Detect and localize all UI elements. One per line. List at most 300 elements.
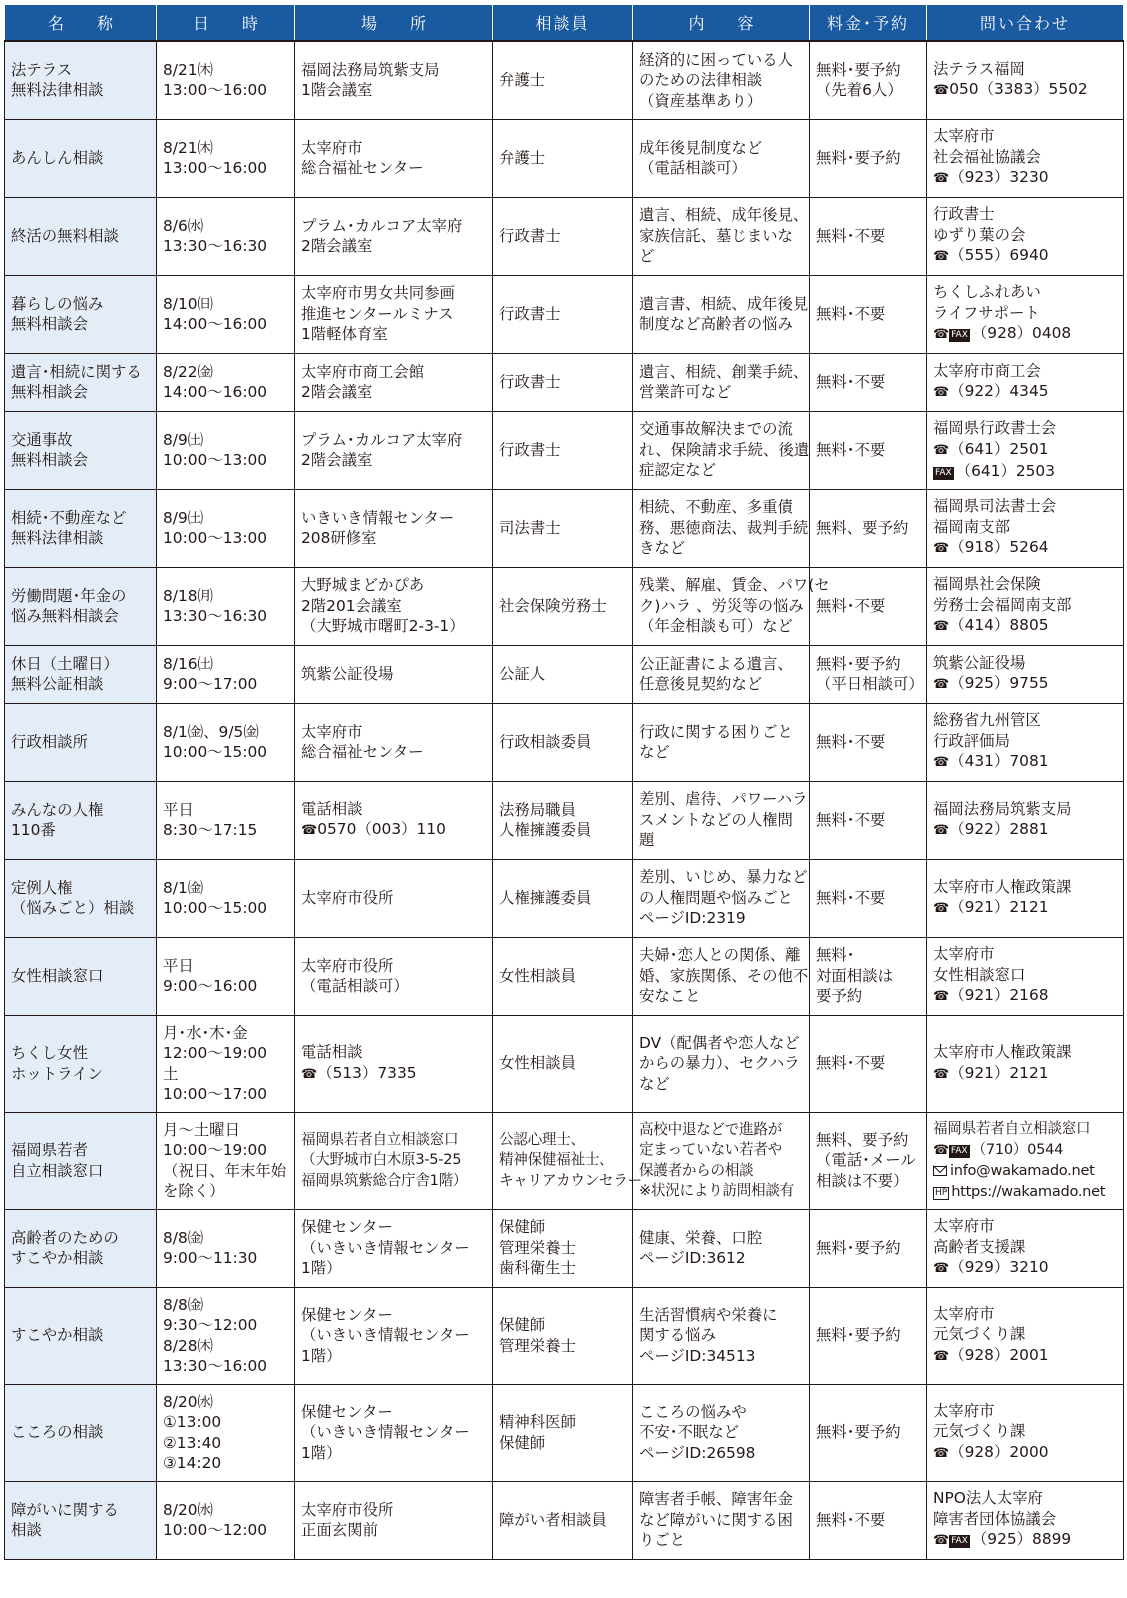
fee-line: 無料･不要 [816, 372, 886, 391]
contact-line [933, 819, 1119, 842]
fee-line: 無料･不要 [816, 304, 886, 323]
cell-counselor [493, 937, 633, 1015]
table-row [5, 567, 1124, 645]
datetime-line: 8/6㈬ [163, 216, 204, 235]
fee-line: 無料･ [816, 946, 855, 965]
cell-contact [927, 703, 1124, 781]
content-line: のための法律相談 [639, 71, 763, 89]
contact-text: 高齢者支援課 [933, 1237, 1026, 1256]
contact-text: （918）5264 [949, 538, 1049, 557]
cell-place [295, 489, 493, 567]
datetime-line: 10:00〜17:00 [163, 1085, 268, 1103]
cell-name [5, 353, 157, 411]
header-fee: 料金･予約 [810, 5, 927, 42]
contact-line [933, 1421, 1119, 1442]
cell-name [5, 937, 157, 1015]
place-line: 推進センタールミナス [301, 304, 454, 323]
cell-contact [927, 1481, 1124, 1559]
place-line: 筑紫公証役場 [301, 664, 394, 683]
cell-counselor [493, 1481, 633, 1559]
contact-text: （928）2001 [949, 1345, 1049, 1364]
cell-datetime [157, 1384, 295, 1481]
contact-line [933, 1488, 1119, 1509]
contact-line [933, 1042, 1119, 1063]
cell-fee [810, 353, 927, 411]
cell-contact [927, 1287, 1124, 1384]
cell-content [633, 489, 810, 567]
contact-text: 労務士会福岡南支部 [933, 595, 1072, 614]
contact-text: 元気づくり課 [933, 1325, 1026, 1344]
datetime-line: 平日 [163, 956, 194, 975]
content-line: 高校中退などで進路が [639, 1120, 782, 1138]
table-row [5, 1481, 1124, 1559]
cell-datetime [157, 1287, 295, 1384]
phone-icon: ☎ [933, 823, 950, 838]
contact-text: （929）3210 [949, 1258, 1049, 1277]
name-line: 遺言･相続に関する [11, 362, 142, 381]
datetime-line: 8:30〜17:15 [163, 821, 258, 839]
content-line: 安なこと [639, 987, 701, 1006]
phone-icon: ☎ [933, 442, 950, 458]
cell-contact [927, 119, 1124, 197]
cell-contact [927, 1384, 1124, 1481]
cell-content [633, 197, 810, 275]
name-line: すこやか相談 [11, 1249, 104, 1267]
cell-fee [810, 1112, 927, 1209]
fee-line: 無料･不要 [816, 732, 886, 751]
phone-icon: ☎ [933, 1261, 950, 1277]
contact-text: 筑紫公証役場 [933, 653, 1026, 672]
contact-text: （414）8805 [949, 616, 1049, 635]
contact-line [933, 985, 1119, 1008]
cell-content [633, 859, 810, 937]
fee-line: 無料･要予約 [816, 1423, 901, 1442]
counselor-line: 精神科医師 [499, 1413, 576, 1431]
cell-datetime [157, 859, 295, 937]
table-header-row [5, 5, 1124, 42]
content-line: ど [639, 247, 655, 266]
table-row [5, 781, 1124, 859]
cell-place [295, 1287, 493, 1384]
place-line: 太宰府市男女共同参画 [301, 284, 455, 303]
name-line: 交通事故 [11, 430, 73, 449]
name-line: 休日（土曜日） [11, 654, 119, 673]
cell-datetime [157, 353, 295, 411]
counselor-line: 歯科衛生士 [499, 1259, 576, 1278]
datetime-line: ①13:00 [163, 1413, 222, 1431]
contact-text: 福岡県社会保険 [933, 575, 1041, 594]
place-line: 福岡法務局筑紫支局 [301, 60, 440, 79]
counselor-line: 保健師 [499, 1316, 546, 1334]
cell-place [295, 567, 493, 645]
content-line: 遺言、相続、創業手続、 [639, 362, 809, 381]
content-line: （年金相談も可）など [639, 617, 793, 636]
content-line: 行政に関する困りごと [639, 722, 793, 741]
fee-line: 要予約 [816, 987, 863, 1006]
counselor-line: 社会保険労務士 [499, 596, 607, 615]
table-row [5, 41, 1124, 119]
datetime-line: ③14:20 [163, 1454, 222, 1472]
contact-text: （928）2000 [949, 1442, 1049, 1461]
cell-content [633, 1209, 810, 1287]
contact-line [933, 965, 1119, 986]
contact-line [933, 1345, 1119, 1368]
place-line: 208研修室 [301, 529, 377, 547]
fee-line: 相談は不要） [816, 1171, 909, 1190]
cell-name [5, 41, 157, 119]
datetime-line: 13:30〜16:00 [163, 1357, 268, 1375]
name-line: 定例人権 [11, 878, 73, 897]
cell-name [5, 1112, 157, 1209]
cell-name [5, 197, 157, 275]
cell-place [295, 1481, 493, 1559]
contact-line [933, 381, 1119, 404]
datetime-line: 10:00〜13:00 [163, 451, 268, 469]
contact-line [933, 595, 1119, 616]
cell-fee [810, 197, 927, 275]
contact-text: （921）2121 [949, 898, 1049, 916]
cell-datetime [157, 1112, 295, 1209]
datetime-line: 8/9㈯ [163, 508, 204, 527]
name-line: あんしん相談 [11, 148, 104, 167]
contact-text: （922）2881 [949, 820, 1049, 838]
place-line: 2階会議室 [301, 451, 373, 469]
cell-contact [927, 1209, 1124, 1287]
datetime-line: 14:00〜16:00 [163, 383, 268, 401]
datetime-line: 8/1㈮ [163, 878, 204, 897]
content-line: 保護者からの相談 [639, 1161, 754, 1179]
cell-datetime [157, 41, 295, 119]
datetime-line: 10:00〜15:00 [163, 899, 268, 917]
phone-icon: ☎ [933, 1445, 950, 1461]
contact-line [933, 323, 1119, 346]
counselor-line: 法務局職員 [499, 800, 576, 819]
consultation-table [4, 4, 1124, 1560]
place-line: 太宰府市役所 [301, 1500, 394, 1519]
datetime-line: 8/1㈮、9/5㈮ [163, 722, 259, 741]
contact-text: （923）3230 [949, 168, 1049, 187]
cell-contact [927, 411, 1124, 489]
content-line: DV（配偶者や恋人など [639, 1033, 800, 1052]
cell-place [295, 703, 493, 781]
fee-line: （平日相談可） [816, 675, 924, 693]
counselor-line: 行政書士 [499, 440, 561, 459]
fee-line: 無料･不要 [816, 226, 886, 245]
mail-icon [933, 1166, 947, 1176]
cell-place [295, 937, 493, 1015]
datetime-line: 9:00〜16:00 [163, 977, 258, 995]
cell-fee [810, 41, 927, 119]
fax-icon: FAX [935, 468, 952, 479]
contact-text: 社会福祉協議会 [933, 147, 1041, 166]
contact-text: 女性相談窓口 [933, 965, 1026, 984]
cell-contact [927, 567, 1124, 645]
contact-line [933, 1063, 1119, 1086]
fee-line: 無料、要予約 [816, 1130, 909, 1149]
place-line: （いきいき情報センター [301, 1238, 470, 1257]
cell-datetime [157, 781, 295, 859]
header-datetime: 日 時 [157, 5, 295, 42]
content-line: 婚、家族関係、その他不 [639, 966, 809, 985]
cell-content [633, 567, 830, 645]
place-line [301, 1042, 488, 1063]
place-line: 1階） [301, 1346, 342, 1365]
phone-icon: ☎ [933, 385, 950, 400]
name-line: 110番 [11, 821, 56, 839]
datetime-line: （祝日、年末年始 [163, 1161, 287, 1180]
contact-line [933, 517, 1119, 538]
content-line: 障害者手帳、障害年金 [639, 1490, 793, 1509]
counselor-line: 行政書士 [499, 304, 561, 323]
content-line: ク)ハラ 、労災等の悩み [639, 596, 804, 615]
fee-line: 無料･不要 [816, 440, 886, 459]
contact-line [933, 245, 1119, 268]
cell-fee [810, 1287, 927, 1384]
contact-line [933, 751, 1119, 774]
cell-counselor [493, 119, 633, 197]
cell-counselor [493, 197, 633, 275]
content-line: 夫婦･恋人との関係、離 [639, 946, 801, 965]
counselor-line: 司法書士 [499, 518, 561, 537]
cell-datetime [157, 1209, 295, 1287]
table-row [5, 353, 1124, 411]
place-line [301, 799, 488, 820]
place-text: （513）7335 [317, 1063, 417, 1082]
fee-line: 無料･要予約 [816, 1326, 901, 1345]
counselor-line: 保健師 [499, 1218, 546, 1237]
contact-line [933, 361, 1119, 382]
name-line: 行政相談所 [11, 732, 88, 751]
cell-datetime [157, 489, 295, 567]
cell-datetime [157, 411, 295, 489]
contact-text: 元気づくり課 [933, 1422, 1026, 1441]
datetime-line: 8/8㈮ [163, 1295, 204, 1314]
datetime-line: 10:00〜12:00 [163, 1521, 268, 1539]
table-row [5, 1209, 1124, 1287]
counselor-line: 弁護士 [499, 148, 546, 167]
contact-text: ちくしふれあい [933, 283, 1041, 302]
cell-place [295, 41, 493, 119]
cell-counselor [493, 353, 633, 411]
place-text: 電話相談 [301, 1043, 363, 1061]
phone-icon: ☎ [933, 989, 950, 1005]
cell-datetime [157, 645, 295, 703]
counselor-line: 行政相談委員 [499, 732, 592, 751]
contact-text: 太宰府市 [933, 1401, 995, 1420]
contact-line [933, 303, 1119, 324]
table-row [5, 703, 1124, 781]
cell-datetime [157, 937, 295, 1015]
fee-line: 無料･不要 [816, 1510, 886, 1529]
fee-line: 無料･要予約 [816, 148, 901, 167]
counselor-line: 弁護士 [499, 71, 546, 89]
fee-line: （先着6人） [816, 81, 903, 100]
name-line: 無料相談会 [11, 451, 88, 469]
datetime-line: 14:00〜16:00 [163, 315, 268, 333]
fee-line: （電話･メール [816, 1151, 916, 1170]
cell-content [633, 781, 810, 859]
content-line: など [639, 743, 670, 761]
cell-name [5, 1384, 157, 1481]
phone-icon: ☎ [933, 327, 950, 343]
cell-name [5, 645, 157, 703]
place-text: 0570（003）110 [317, 820, 446, 838]
counselor-line: 障がい者相談員 [499, 1510, 607, 1529]
place-line: 1階会議室 [301, 81, 373, 100]
cell-name [5, 119, 157, 197]
content-line: ページID:3612 [639, 1249, 746, 1267]
contact-line [933, 1237, 1119, 1258]
contact-text: （641）2503 [955, 462, 1056, 481]
cell-contact [927, 1112, 1124, 1209]
content-line: 生活習慣病や栄養に [639, 1305, 778, 1324]
datetime-line: 8/9㈯ [163, 430, 204, 449]
contact-text: 障害者団体協議会 [933, 1509, 1057, 1528]
cell-datetime [157, 197, 295, 275]
place-line: 太宰府市 [301, 138, 363, 157]
cell-name [5, 411, 157, 489]
content-line: こころの悩みや [639, 1402, 747, 1421]
name-line: ちくし女性 [11, 1044, 88, 1062]
contact-line [933, 731, 1119, 752]
header-counselor: 相談員 [493, 5, 633, 42]
content-line: きなど [639, 539, 686, 558]
contact-text: 太宰府市人権政策課 [933, 877, 1072, 896]
contact-line [933, 418, 1119, 439]
content-line: 成年後見制度など [639, 138, 763, 157]
contact-text: ゆずり葉の会 [933, 225, 1026, 244]
cell-datetime [157, 703, 295, 781]
cell-place [295, 1112, 493, 1209]
name-line: すこやか相談 [11, 1326, 104, 1345]
fee-line: 無料･要予約 [816, 60, 901, 79]
fax-icon: FAX [950, 1145, 968, 1156]
contact-line [933, 1509, 1119, 1530]
place-line: 太宰府市役所 [301, 956, 394, 975]
content-line: 健康、栄養、口腔 [639, 1228, 763, 1247]
phone-icon: ☎ [933, 901, 950, 916]
content-line: 不安･不眠など [639, 1423, 740, 1442]
datetime-line: 8/18㈪ [163, 586, 213, 605]
cell-datetime [157, 275, 295, 353]
cell-counselor [493, 275, 633, 353]
cell-contact [927, 489, 1124, 567]
phone-icon: ☎ [933, 619, 950, 635]
contact-text: 太宰府市 [933, 945, 995, 964]
cell-content [633, 1287, 810, 1384]
cell-name [5, 489, 157, 567]
name-line: 高齢者のための [11, 1228, 119, 1247]
cell-fee [810, 119, 927, 197]
header-place: 場 所 [295, 5, 493, 42]
contact-text: （555）6940 [949, 246, 1049, 265]
cell-fee [810, 937, 927, 1015]
cell-name [5, 859, 157, 937]
table-row [5, 197, 1124, 275]
cell-content [633, 41, 810, 119]
counselor-line: 管理栄養士 [499, 1238, 576, 1257]
place-line: いきいき情報センター [301, 508, 455, 527]
contact-text[interactable]: https://wakamado.net [951, 1182, 1106, 1200]
table-body [5, 41, 1124, 1559]
place-line: 2階会議室 [301, 383, 373, 401]
content-line: 公正証書による遺言、 [639, 654, 793, 673]
datetime-line: 8/22㈮ [163, 362, 213, 381]
table-row [5, 859, 1124, 937]
name-line: 暮らしの悩み [11, 294, 104, 313]
cell-content [633, 1015, 810, 1112]
fee-line: 無料、要予約 [816, 518, 909, 537]
contact-text: （641）2501 [949, 439, 1049, 458]
table-row [5, 1384, 1124, 1481]
cell-place [295, 119, 493, 197]
fax-icon: FAX [951, 1536, 968, 1547]
contact-line [933, 710, 1119, 731]
place-line: プラム･カルコア太宰府 [301, 430, 463, 449]
contact-text: 法テラス福岡 [933, 59, 1025, 78]
datetime-line: ②13:40 [163, 1433, 222, 1452]
place-line: （いきいき情報センター [301, 1326, 470, 1345]
cell-content [633, 353, 810, 411]
cell-place [295, 411, 493, 489]
counselor-line: 保健師 [499, 1433, 546, 1452]
cell-counselor [493, 1015, 633, 1112]
contact-line [933, 615, 1119, 638]
content-line: など [639, 1074, 670, 1093]
cell-counselor [493, 567, 633, 645]
counselor-line: 行政書士 [499, 372, 561, 391]
name-line: ホットライン [11, 1064, 103, 1083]
contact-text: ライフサポート [933, 303, 1040, 322]
counselor-line: 女性相談員 [499, 966, 576, 985]
cell-content [633, 937, 810, 1015]
datetime-line: 13:30〜16:30 [163, 607, 268, 625]
cell-contact [927, 859, 1124, 937]
header-content: 内 容 [633, 5, 810, 42]
contact-line [933, 167, 1119, 190]
cell-place [295, 1209, 493, 1287]
counselor-line: 精神保健福祉士、 [499, 1151, 614, 1169]
contact-text: 太宰府市商工会 [933, 361, 1041, 380]
content-line: スメントなどの人権問 [639, 810, 793, 829]
cell-counselor [493, 1209, 633, 1287]
cell-name [5, 1481, 157, 1559]
place-line: 1階軽体育室 [301, 325, 388, 344]
content-line: 務、悪徳商法、裁判手続 [639, 518, 809, 537]
contact-line [933, 799, 1119, 820]
datetime-line: 8/20㈬ [163, 1500, 213, 1519]
content-line: 家族信託、墓じまいな [639, 226, 793, 245]
fee-line: 無料･不要 [816, 810, 886, 829]
name-line: 女性相談窓口 [11, 966, 104, 985]
cell-datetime [157, 119, 295, 197]
cell-contact [927, 41, 1124, 119]
cell-counselor [493, 645, 633, 703]
place-line: 保健センター [301, 1305, 393, 1324]
place-line: 正面玄関前 [301, 1521, 378, 1539]
counselor-line: 管理栄養士 [499, 1336, 576, 1355]
content-line: ※状況により訪問相談有 [639, 1182, 794, 1199]
table-row [5, 1015, 1124, 1112]
cell-contact [927, 781, 1124, 859]
phone-icon: ☎ [933, 1142, 949, 1158]
place-line: プラム･カルコア太宰府 [301, 216, 463, 235]
name-line: みんなの人権 [11, 800, 104, 819]
place-line: 総合福祉センター [301, 159, 424, 177]
contact-text[interactable]: info@wakamado.net [950, 1162, 1095, 1179]
place-line: （大野城市曙町2-3-1） [301, 617, 465, 636]
cell-content [633, 703, 810, 781]
